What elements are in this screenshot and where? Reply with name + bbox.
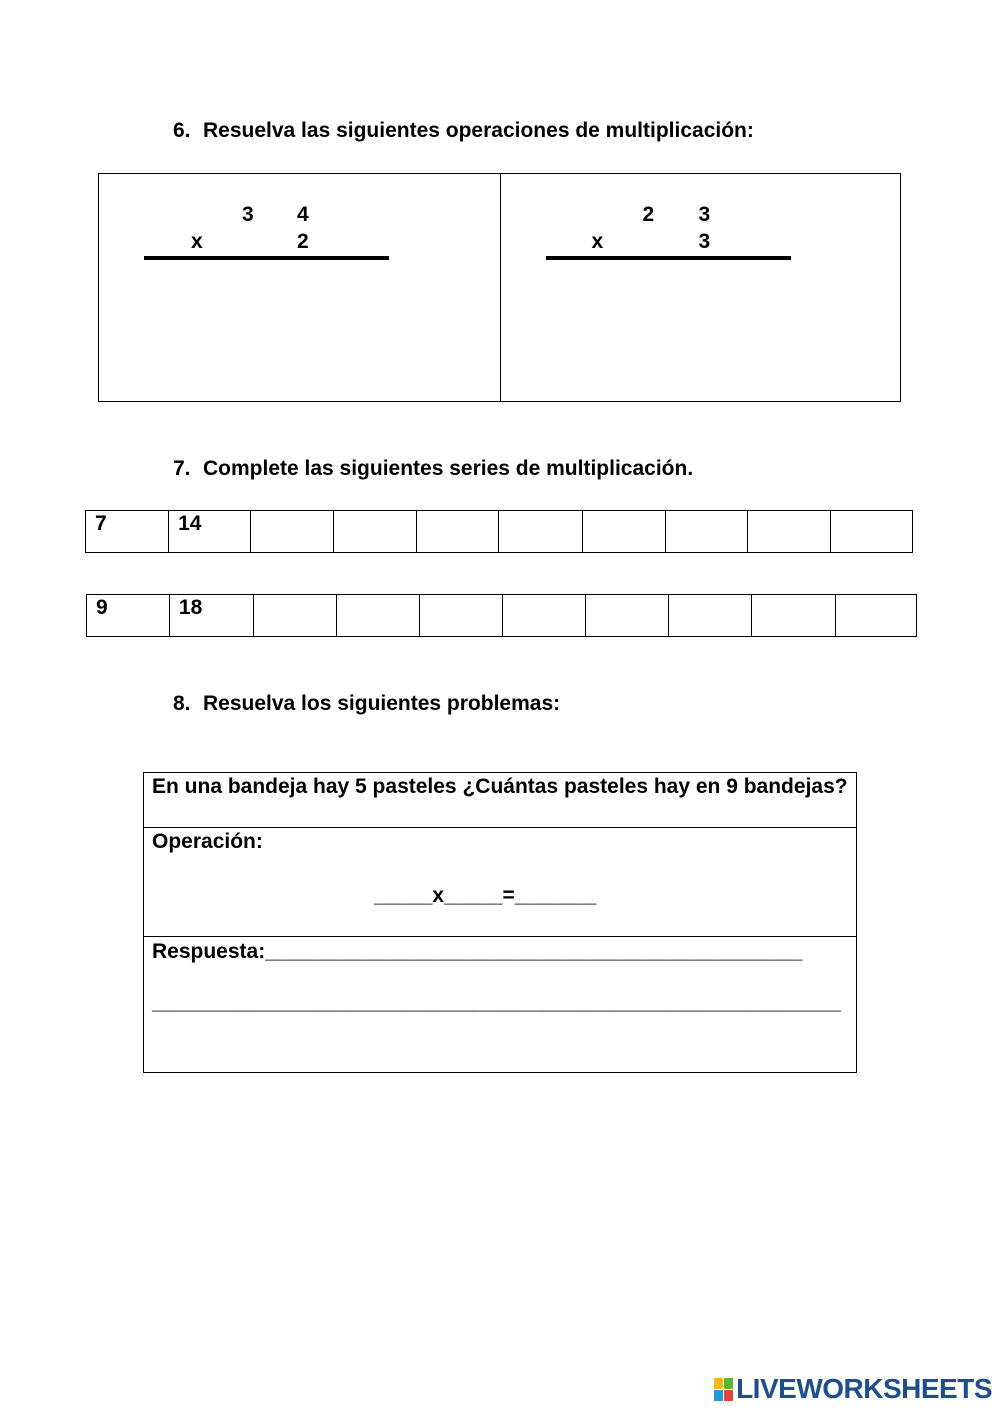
series2-input-cell[interactable] — [752, 595, 836, 637]
section-6-heading — [173, 119, 754, 143]
series1-input-cell[interactable] — [747, 511, 830, 553]
series1-input-cell[interactable] — [251, 511, 334, 553]
series1-cell: 7 — [86, 511, 169, 553]
series2-input-cell[interactable] — [836, 595, 917, 637]
problem-table — [143, 772, 857, 1073]
problem-row — [144, 773, 857, 828]
operation-cell-1[interactable] — [99, 174, 500, 401]
series2-input-cell[interactable] — [669, 595, 752, 637]
op2-top-units: 3 — [698, 203, 711, 226]
section-8-number: 8. — [173, 692, 191, 715]
series-row-2 — [87, 595, 917, 637]
answer-cell[interactable] — [144, 937, 857, 1073]
logo-square-blue — [714, 1390, 723, 1401]
series-table-2 — [86, 594, 917, 637]
op2-result-line — [546, 256, 791, 260]
op1-top-units: 4 — [297, 203, 309, 226]
series1-input-cell[interactable] — [665, 511, 747, 553]
op1-top-tens: 3 — [242, 203, 254, 226]
operation-cell-2[interactable] — [500, 174, 901, 401]
series-row-1 — [86, 511, 913, 553]
series2-input-cell[interactable] — [336, 595, 419, 637]
series2-cell: 9 — [87, 595, 170, 637]
liveworksheets-logo — [714, 1373, 992, 1405]
section-7-number: 7. — [173, 457, 191, 480]
logo-square-yellow — [714, 1378, 723, 1389]
series2-cell: 18 — [169, 595, 253, 637]
series1-input-cell[interactable] — [582, 511, 665, 553]
series2-input-cell[interactable] — [253, 595, 336, 637]
op2-bottom-digit: 3 — [698, 230, 711, 253]
op2-times-sign: x — [591, 230, 604, 253]
op2-top-tens: 2 — [642, 203, 655, 226]
op1-times-sign: x — [191, 230, 203, 253]
series1-input-cell[interactable] — [830, 511, 912, 553]
operation-row — [144, 828, 857, 937]
operation-equation[interactable]: _____x_____=_______ — [374, 884, 597, 907]
operation-cell[interactable] — [144, 828, 857, 937]
problem-statement: En una bandeja hay 5 pasteles ¿Cuántas pasteles hay en 9 bandejas? — [144, 773, 857, 828]
logo-square-red — [724, 1390, 733, 1401]
logo-text: LIVEWORKSHEETS — [736, 1373, 992, 1404]
series1-cell: 14 — [169, 511, 251, 553]
section-8-heading — [173, 692, 560, 716]
series-table-1 — [85, 510, 913, 553]
logo-square-green — [724, 1378, 733, 1389]
section-7-heading — [173, 457, 693, 481]
series1-input-cell[interactable] — [334, 511, 417, 553]
logo-icon — [714, 1378, 733, 1401]
series2-input-cell[interactable] — [419, 595, 502, 637]
series1-input-cell[interactable] — [417, 511, 499, 553]
series2-input-cell[interactable] — [586, 595, 669, 637]
answer-row — [144, 937, 857, 1073]
operation-label: Operación: — [152, 830, 263, 853]
section-6-number: 6. — [173, 119, 191, 142]
series1-input-cell[interactable] — [499, 511, 582, 553]
multiplication-operations-box — [98, 173, 901, 402]
series2-input-cell[interactable] — [502, 595, 586, 637]
section-7-title: Complete las siguientes series de multiplicación. — [203, 457, 694, 480]
op1-result-line — [144, 256, 389, 260]
answer-label: Respuesta:______________________________________________ — [152, 940, 803, 963]
section-8-title: Resuelva los siguientes problemas: — [203, 692, 561, 715]
answer-line-2[interactable]: ____________________________________________________________ — [152, 991, 841, 1014]
section-6-title: Resuelva las siguientes operaciones de multiplicación: — [203, 119, 754, 142]
op1-bottom-digit: 2 — [297, 230, 309, 253]
